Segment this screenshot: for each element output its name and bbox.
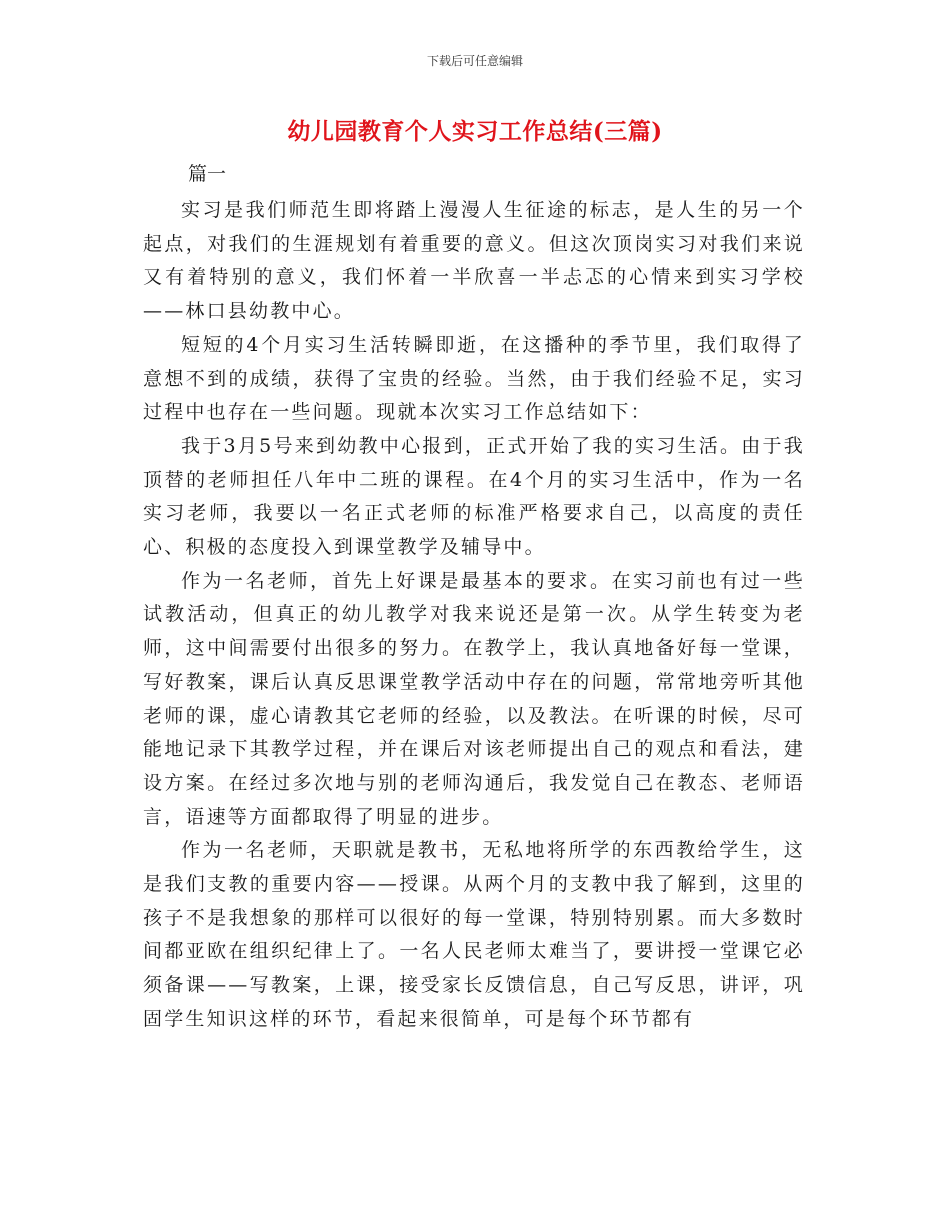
paragraph: 作为一名老师，首先上好课是最基本的要求。在实习前也有过一些试教活动，但真正的幼儿教学对我来说还是第一次。从学生转变为老师，这中间需要付出很多的努力。在教学上，我认真地备好每一堂课，写好教案，课后认真反思课堂教学活动中存在的问题，常常地旁听其他老师的课，虚心请教其它老师的经验，以及教法。在听课的时候，尽可能地记录下其教学过程，并在课后对该老师提出自己的观点和看法，建设方案。在经过多次地与别的老师沟通后，我发觉自己在教态、老师语言，语速等方面都取得了明显的进步。 (143, 569, 805, 828)
section-label: 篇一 (188, 163, 227, 185)
paragraph: 短短的4个月实习生活转瞬即逝，在这播种的季节里，我们取得了意想不到的成绩，获得了宝贵的经验。当然，由于我们经验不足，实习过程中也存在一些问题。现就本次实习工作总结如下： (143, 333, 805, 424)
document-title: 幼儿园教育个人实习工作总结(三篇) (287, 118, 663, 145)
paragraph: 实习是我们师范生即将踏上漫漫人生征途的标志，是人生的另一个起点，对我们的生涯规划有着重要的意义。但这次顶岗实习对我们来说又有着特别的意义，我们怀着一半欣喜一半忐忑的心情来到实习学校——林口县幼教中心。 (143, 199, 805, 323)
paragraph: 作为一名老师，天职就是教书，无私地将所学的东西教给学生，这是我们支教的重要内容——授课。从两个月的支教中我了解到，这里的孩子不是我想象的那样可以很好的每一堂课，特别特别累。而大多数时间都亚欧在组织纪律上了。一名人民老师太难当了，要讲授一堂课它必须备课——写教案，上课，接受家长反馈信息，自己写反思，讲评，巩固学生知识这样的环节，看起来很简单，可是每个环节都有 (143, 839, 805, 1030)
paragraph: 我于3月5号来到幼教中心报到，正式开始了我的实习生活。由于我顶替的老师担任八年中二班的课程。在4个月的实习生活中，作为一名实习老师，我要以一名正式老师的标准严格要求自己，以高度的责任心、积极的态度投入到课堂教学及辅导中。 (143, 434, 805, 559)
body-text (143, 194, 805, 1037)
header-note: 下载后可任意编辑 (426, 54, 523, 68)
